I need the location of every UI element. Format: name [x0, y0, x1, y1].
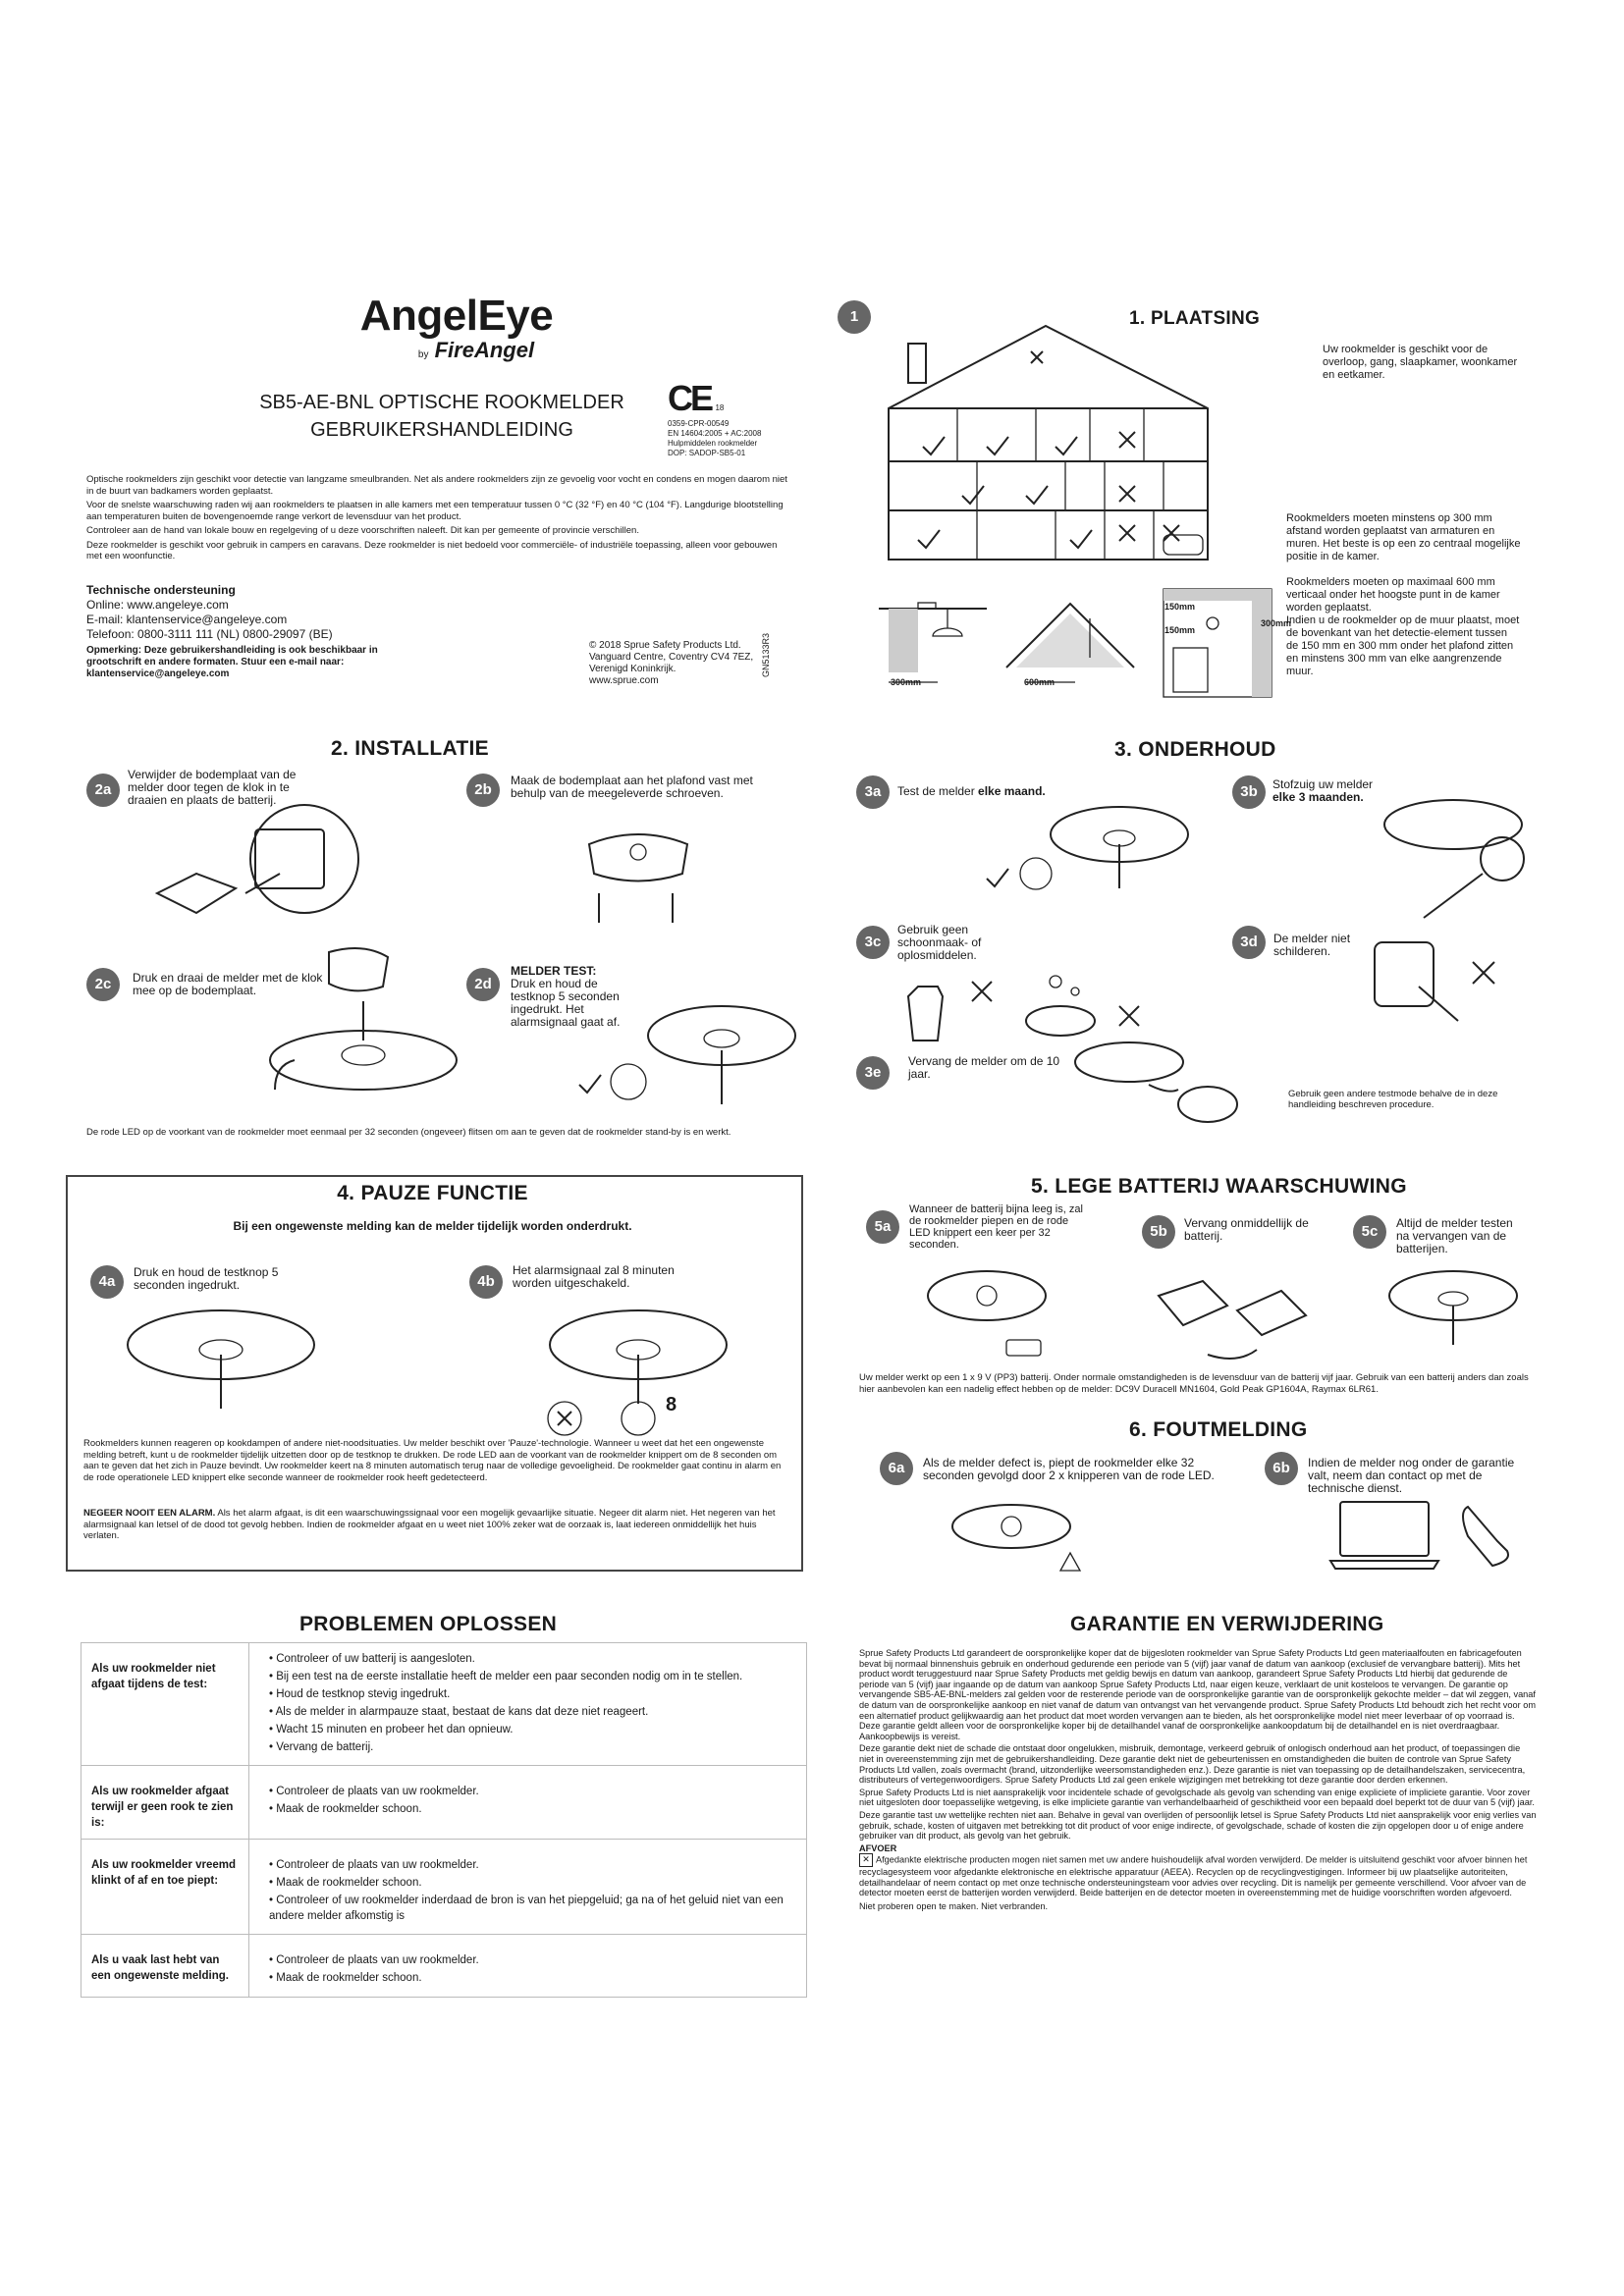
placing-text-4: Indien u de rookmelder op de muur plaatst, moet de bovenkant van het detectie-element tussen de 150 mm en 300 mm onder het plafond zitten en minstens 300 mm van elke aangrenzende muur.	[1286, 614, 1520, 677]
afvoer-heading: AFVOER	[859, 1842, 897, 1853]
step-3e-text: Vervang de melder om de 10 jaar.	[908, 1054, 1060, 1081]
doc-code: GN5133R3	[761, 632, 771, 677]
dim-150mm-b: 150mm	[1164, 625, 1196, 635]
manual-title: GEBRUIKERSHANDLEIDING	[310, 419, 573, 441]
step-5c-illustration	[1380, 1266, 1527, 1355]
trouble-row	[81, 1766, 807, 1840]
brand-logo	[329, 293, 584, 366]
support-online: Online: www.angeleye.com	[86, 598, 229, 612]
step-3c-text: Gebruik geen schoonmaak- of oplosmiddelen.	[897, 923, 982, 962]
step-5a-illustration	[913, 1266, 1070, 1364]
step-badge-3e: 3e	[856, 1056, 890, 1090]
trouble-answer: • Maak de rookmelder schoon.	[269, 1875, 796, 1891]
trouble-row	[81, 1840, 807, 1935]
intro-para-4: Deze rookmelder is geschikt voor gebruik in campers en caravans. Deze rookmelder is niet bedoeld voor commerciële- of industriële toepassing, alleen voor gebouwen met een woonfunctie.	[86, 539, 778, 561]
trouble-answer: • Controleer of uw rookmelder inderdaad de bron is van het piepgeluid; ga na of het geluid niet van een andere melder afkomstig is	[269, 1893, 796, 1924]
step-5b-text: Vervang onmiddellijk de batterij.	[1184, 1216, 1309, 1243]
dim-600mm: 600mm	[1024, 677, 1056, 687]
step-badge-5b: 5b	[1142, 1215, 1175, 1249]
trouble-answer: • Controleer de plaats van uw rookmelder.	[269, 1784, 796, 1799]
trouble-answer: • Houd de testknop stevig ingedrukt.	[269, 1686, 796, 1702]
step-badge-5a: 5a	[866, 1210, 899, 1244]
section2-footer: De rode LED op de voorkant van de rookmelder moet eenmaal per 32 seconden (ongeveer) flitsen om aan te geven dat de rookmelder stand-by is en werkt.	[86, 1127, 731, 1138]
support-note: Opmerking: Deze gebruikershandleiding is ook beschikbaar in grootschrift en andere formaten. Stuur een e-mail naar: klantenservice@angeleye.com	[86, 645, 378, 679]
copyright-line-3: Verenigd Koninkrijk.	[589, 664, 677, 674]
copyright-line-2: Vanguard Centre, Coventry CV4 7EZ,	[589, 652, 754, 663]
step-2c-illustration	[265, 942, 461, 1109]
trouble-answer: • Controleer de plaats van uw rookmelder.	[269, 1952, 796, 1968]
trouble-answer: • Controleer de plaats van uw rookmelder.	[269, 1857, 796, 1873]
step-3b-bold: elke 3 maanden.	[1272, 790, 1364, 804]
section3-note: Gebruik geen andere testmode behalve de in deze handleiding beschreven procedure.	[1288, 1089, 1498, 1110]
support-phone: Telefoon: 0800-3111 111 (NL) 0800-29097 (BE)	[86, 627, 333, 641]
trouble-answer: • Controleer of uw batterij is aangesloten.	[269, 1651, 796, 1667]
support-block	[86, 583, 420, 680]
trouble-answer: • Bij een test na de eerste installatie heeft de melder een paar seconden nodig om in te stellen.	[269, 1669, 796, 1684]
step-badge-6a: 6a	[880, 1452, 913, 1485]
step-5b-illustration	[1149, 1256, 1316, 1364]
section4-para-2-bold: NEGEER NOOIT EEN ALARM.	[83, 1508, 216, 1519]
trouble-question: Als u vaak last hebt van een ongewenste melding.	[81, 1935, 249, 1998]
step-badge-5c: 5c	[1353, 1215, 1386, 1249]
step-2a-text: Verwijder de bodemplaat van de melder door tegen de klok in te draaien en plaats de batterij.	[128, 768, 297, 807]
trouble-answers	[249, 1840, 807, 1935]
warranty-para-1: Sprue Safety Products Ltd garandeert de oorspronkelijke koper dat de bijgesloten rookmelder van Sprue Safety Products Ltd geen materiaalfouten en fabricagefouten bevat bij normaal binnenshuis gebruik en onderhoud gedurende een periode van 5 (vijf) jaar vanaf de datum van aankoop (exclusief de vervangbare batterij). Mits het product wordt teruggestuurd naar Sprue Safety Products met geldig bewijs en datum van aankoop, garandeert Sprue Safety Products Ltd hierbij dat gedurende de periode van 5 (vijf) jaar ingaande op de datum van aankoop Sprue Safety Products Ltd, naar eigen keuze, verklaart de unit kosteloos te vervangen. De garantie op vervangende SB5-AE-BNL-melders zal gelden voor de resterende periode van de oorspronkelijke garantie van de oorspronkelijk gekochte melder – dat wil zeggen, vanaf de datum van de oorspronkelijke aankoop en niet vanaf de datum van ontvangst van het vervangende product. Sprue Safety Products Ltd behoudt zich het recht voor om een alternatief product gelijkwaardig aan het product dat moet worden vervangen aan te bieden, als het oorspronkelijke model niet meer leverbaar of op voorraad is. Deze garantie geldt alleen voor de oorspronkelijke koper bij de detailhandel vanaf de oorspronkelijke aankoopdatum bij de detailhandel en is niet overdraagbaar. Aankoopbewijs is vereist.	[859, 1648, 1536, 1741]
trouble-row	[81, 1935, 807, 1998]
intro-text	[86, 474, 793, 565]
section4-para-2-text: Als het alarm afgaat, is dit een waarschuwingssignaal voor een mogelijk gevaarlijke situatie. Negeer dit alarm niet. Het negeren van het alarmsignaal kan letsel of de dood tot gevolg hebben. Indien de rookmelder afgaat en u weet niet 100% zeker wat de oorzaak is, laat iedereen onmiddellijk het huis verlaten.	[83, 1508, 776, 1541]
warranty-para-2: Deze garantie dekt niet de schade die ontstaat door ongelukken, misbruik, demontage, verkeerd gebruik of onlogisch onderhoud aan het product, of toepassingen die niet in overeenstemming zijn met de gebruikershandleiding. Deze garantie dekt niet de gebeurtenissen en omstandigheden die buiten de controle van Sprue Safety Products Ltd vallen, zoals overmacht (brand, uitzonderlijke weersomstandigheden enz.). Deze garantie is niet van toepassing op de detailhandelszaken, servicecentra, distributeurs of vertegenwoordigers. Sprue Safety Products Ltd zal geen enkele wijzigingen met betrekking tot deze garantie door derden erkennen.	[859, 1743, 1526, 1786]
section2-title: 2. INSTALLATIE	[331, 737, 489, 760]
step-badge-1: 1	[838, 300, 871, 334]
ce-line-3: Hulpmiddelen rookmelder	[668, 439, 758, 448]
trouble-answer: • Wacht 15 minuten en probeer het dan opnieuw.	[269, 1722, 796, 1737]
step-4b-text: Het alarmsignaal zal 8 minuten worden uitgeschakeld.	[513, 1263, 675, 1290]
copyright-block	[589, 640, 785, 687]
copyright-line-4: www.sprue.com	[589, 675, 659, 686]
step-3b-illustration	[1365, 795, 1532, 923]
brand-by: by	[417, 349, 429, 360]
step-badge-3a: 3a	[856, 775, 890, 809]
step-2d-text: Druk en houd de testknop 5 seconden ingedrukt. Het alarmsignaal gaat af.	[511, 977, 621, 1029]
placing-text-1: Uw rookmelder is geschikt voor de overloop, gang, slaapkamer, woonkamer en eetkamer.	[1323, 344, 1518, 381]
trouble-answers	[249, 1643, 807, 1766]
ce-mark: CE	[668, 378, 712, 418]
trouble-question: Als uw rookmelder afgaat terwijl er geen rook te zien is:	[81, 1766, 249, 1840]
ce-line-4: DOP: SADOP-SB5-01	[668, 449, 746, 457]
wheelie-bin-icon: ✕	[859, 1853, 873, 1867]
pause-minutes-label: 8	[666, 1394, 677, 1415]
warranty-text	[859, 1648, 1537, 1912]
step-4a-text: Druk en houd de testknop 5 seconden ingedrukt.	[134, 1265, 279, 1292]
trouble-answers	[249, 1766, 807, 1840]
trouble-answer: • Als de melder in alarmpauze staat, bestaat de kans dat deze niet reageert.	[269, 1704, 796, 1720]
step-badge-4a: 4a	[90, 1265, 124, 1299]
intro-para-1: Optische rookmelders zijn geschikt voor detectie van langzame smeulbranden. Net als andere rookmelders zijn ze gevoelig voor vocht en condens en mogen daarom niet in de buurt van badkamers worden geplaatst.	[86, 474, 787, 497]
section4-title: 4. PAUZE FUNCTIE	[337, 1182, 528, 1204]
step-3b-text: Stofzuig uw melder	[1272, 777, 1374, 791]
step-badge-4b: 4b	[469, 1265, 503, 1299]
step-badge-3b: 3b	[1232, 775, 1266, 809]
ce-line-2: EN 14604:2005 + AC:2008	[668, 429, 762, 438]
trouble-answer: • Vervang de batterij.	[269, 1739, 796, 1755]
placing-text-3: Rookmelders moeten op maximaal 600 mm verticaal onder het hoogste punt in de kamer worden geplaatst.	[1286, 576, 1500, 614]
support-email: E-mail: klantenservice@angeleye.com	[86, 613, 288, 626]
dim-150mm-a: 150mm	[1164, 602, 1196, 612]
trouble-question: Als uw rookmelder niet afgaat tijdens de test:	[81, 1643, 249, 1766]
ce-year: 18	[715, 403, 725, 412]
step-2d-illustration	[579, 991, 795, 1119]
step-3d-illustration	[1365, 933, 1532, 1031]
section4-para-1: Rookmelders kunnen reageren op kookdampen of andere niet-noodsituaties. Uw melder beschikt over 'Pauze'-technologie. Wanneer u weet dat het een ongewenste melding betreft, kunt u de rookmelder tijdelijk uitzetten door op de testknop te drukken. De rode LED aan de voorkant van de rookmelder knippert om de 8 seconden om aan te geven dat het zich in Pauze bevindt. Uw rookmelder keert na 8 minuten automatisch terug naar de volledige gevoeligheid. De rookmelder gaat continu in alarm en de rode operationele LED knippert elke seconde wanneer de rookmelder rook heeft gedetecteerd.	[83, 1438, 782, 1483]
step-6b-text: Indien de melder nog onder de garantie valt, neem dan contact op met de technische dienst.	[1308, 1456, 1515, 1495]
trouble-answer: • Maak de rookmelder schoon.	[269, 1970, 796, 1986]
afvoer-text	[859, 1853, 1537, 1898]
ce-line-1: 0359-CPR-00549	[668, 419, 730, 428]
intro-para-3: Controleer aan de hand van lokale bouw en regelgeving of u deze voorschriften naleeft. Dit kan per gemeente of provincie verschillen.	[86, 525, 639, 536]
step-3a-illustration	[982, 795, 1178, 903]
step-3a-text: Test de melder	[897, 784, 979, 798]
dim-300mm-a: 300mm	[891, 677, 922, 687]
brand-name: AngelEye	[359, 292, 554, 340]
intro-para-2: Voor de snelste waarschuwing raden wij aan rookmelders te plaatsen in alle kamers met een temperatuur tussen 0 °C (32 °F) en 40 °C (104 °F). Langdurige blootstelling aan temperaturen buiten de bovengenoemde range verkort de levensduur van het product.	[86, 500, 784, 522]
trouble-answers	[249, 1935, 807, 1998]
step-badge-2d: 2d	[466, 968, 500, 1001]
step-badge-2b: 2b	[466, 774, 500, 807]
step-2b-illustration	[579, 825, 697, 933]
step-badge-2c: 2c	[86, 968, 120, 1001]
trouble-question: Als uw rookmelder vreemd klinkt of af en toe piept:	[81, 1840, 249, 1935]
dim-300mm-b: 300mm	[1261, 618, 1292, 628]
trouble-row	[81, 1643, 807, 1766]
step-5a-text: Wanneer de batterij bijna leeg is, zal de rookmelder piepen en de rode LED knippert een keer per 32 seconden.	[909, 1203, 1083, 1251]
section6-title: 6. FOUTMELDING	[1129, 1418, 1308, 1441]
section4-subtitle: Bij een ongewenste melding kan de melder tijdelijk worden onderdrukt.	[233, 1219, 632, 1233]
step-2d-title: MELDER TEST:	[511, 964, 597, 978]
step-3d-text: De melder niet schilderen.	[1273, 932, 1351, 958]
ce-block	[668, 378, 805, 458]
warranty-last: Niet proberen open te maken. Niet verbranden.	[859, 1901, 1049, 1912]
step-4a-illustration	[123, 1306, 319, 1414]
step-6a-text: Als de melder defect is, piept de rookmelder elke 32 seconden gevolgd door 2 x knipperen van de rode LED.	[923, 1456, 1215, 1482]
step-badge-3d: 3d	[1232, 926, 1266, 959]
step-2a-illustration	[157, 805, 383, 933]
step-5c-text: Altijd de melder testen na vervangen van de batterijen.	[1396, 1216, 1513, 1255]
brand-sub: FireAngel	[434, 338, 535, 362]
section1-title: 1. PLAATSING	[1129, 308, 1261, 329]
step-3a-bold: elke maand.	[978, 784, 1046, 798]
step-6a-illustration	[947, 1502, 1105, 1580]
product-title: SB5-AE-BNL OPTISCHE ROOKMELDER	[259, 392, 624, 413]
section5-footer: Uw melder werkt op een 1 x 9 V (PP3) batterij. Onder normale omstandigheden is de levensduur van de batterij vijf jaar. Gebruik van een batterij anders dan zoals hier aanbevolen kan een nadelig effect hebben op de melder: DC9V Duracell MN1604, Gold Peak GP1604A, Raymax 6LR61.	[859, 1372, 1529, 1395]
step-badge-3c: 3c	[856, 926, 890, 959]
step-badge-2a: 2a	[86, 774, 120, 807]
step-4b-illustration	[540, 1306, 736, 1443]
step-badge-6b: 6b	[1265, 1452, 1298, 1485]
ceiling-diagram	[879, 589, 1272, 697]
warranty-title: GARANTIE EN VERWIJDERING	[1070, 1613, 1384, 1635]
step-2c-text: Druk en draai de melder met de klok mee op de bodemplaat.	[133, 971, 323, 997]
trouble-table	[81, 1642, 807, 1998]
support-heading: Technische ondersteuning	[86, 583, 236, 597]
step-2b-text: Maak de bodemplaat aan het plafond vast met behulp van de meegeleverde schroeven.	[511, 774, 753, 800]
trouble-answer: • Maak de rookmelder schoon.	[269, 1801, 796, 1817]
copyright-line-1: © 2018 Sprue Safety Products Ltd.	[589, 640, 741, 651]
section3-title: 3. ONDERHOUD	[1114, 738, 1276, 761]
trouble-title: PROBLEMEN OPLOSSEN	[299, 1613, 558, 1635]
step-3c-illustration	[889, 967, 1203, 1045]
section5-title: 5. LEGE BATTERIJ WAARSCHUWING	[1031, 1175, 1407, 1198]
step-3e-illustration	[1070, 1041, 1237, 1129]
warranty-para-4: Deze garantie tast uw wettelijke rechten niet aan. Behalve in geval van overlijden of persoonlijk letsel is Sprue Safety Products Ltd niet aansprakelijk voor enig verlies van gebruik, schade, kosten of uitgaven met betrekking tot dit product of voor enige indirecte, of gevolgschade, schade of kosten die zijn opgelopen door u of enige andere gebruiker van dit product, als gevolg van het gebruik.	[859, 1809, 1537, 1842]
placing-text-2: Rookmelders moeten minstens op 300 mm afstand worden geplaatst van armaturen en muren. Het beste is op een zo centraal mogelijke positie in de kamer.	[1286, 512, 1521, 562]
house-illustration	[869, 314, 1281, 579]
warranty-para-3: Sprue Safety Products Ltd is niet aansprakelijk voor incidentele schade of gevolgschade als gevolg van schending van enige expliciete of impliciete garantie. Voor zover niet uitgesloten door toepasselijke wetgeving, is elke impliciete garantie van verhandelbaarheid of geschiktheid voor een bepaald doel beperkt tot de duur van 5 (vijf) jaar.	[859, 1787, 1535, 1808]
section4-para-2	[83, 1508, 785, 1542]
afvoer-body: Afgedankte elektrische producten mogen niet samen met uw andere huishoudelijk afval worden verwijderd. De melder is uitsluitend geschikt voor afvoer binnen het recyclagesysteem voor afgedankte elektronische en elektrische apparatuur (AEEA). Recyclen op de recyclingvestigingen. Informeer bij uw plaatselijke autoriteiten, detailhandelaar of neem contact op met onze technische ondersteuningsteam voor advies over recycling. Dit is namelijk per gemeente verschillend. Voor afvoer van de detector moeten eerst de batterijen worden verwijderd. Beide batterijen en de detector moeten in overeenstemming met de huidige voorschriften worden afgevoerd.	[859, 1854, 1528, 1898]
brand-sub-line	[368, 340, 584, 366]
step-6b-illustration	[1330, 1497, 1527, 1575]
